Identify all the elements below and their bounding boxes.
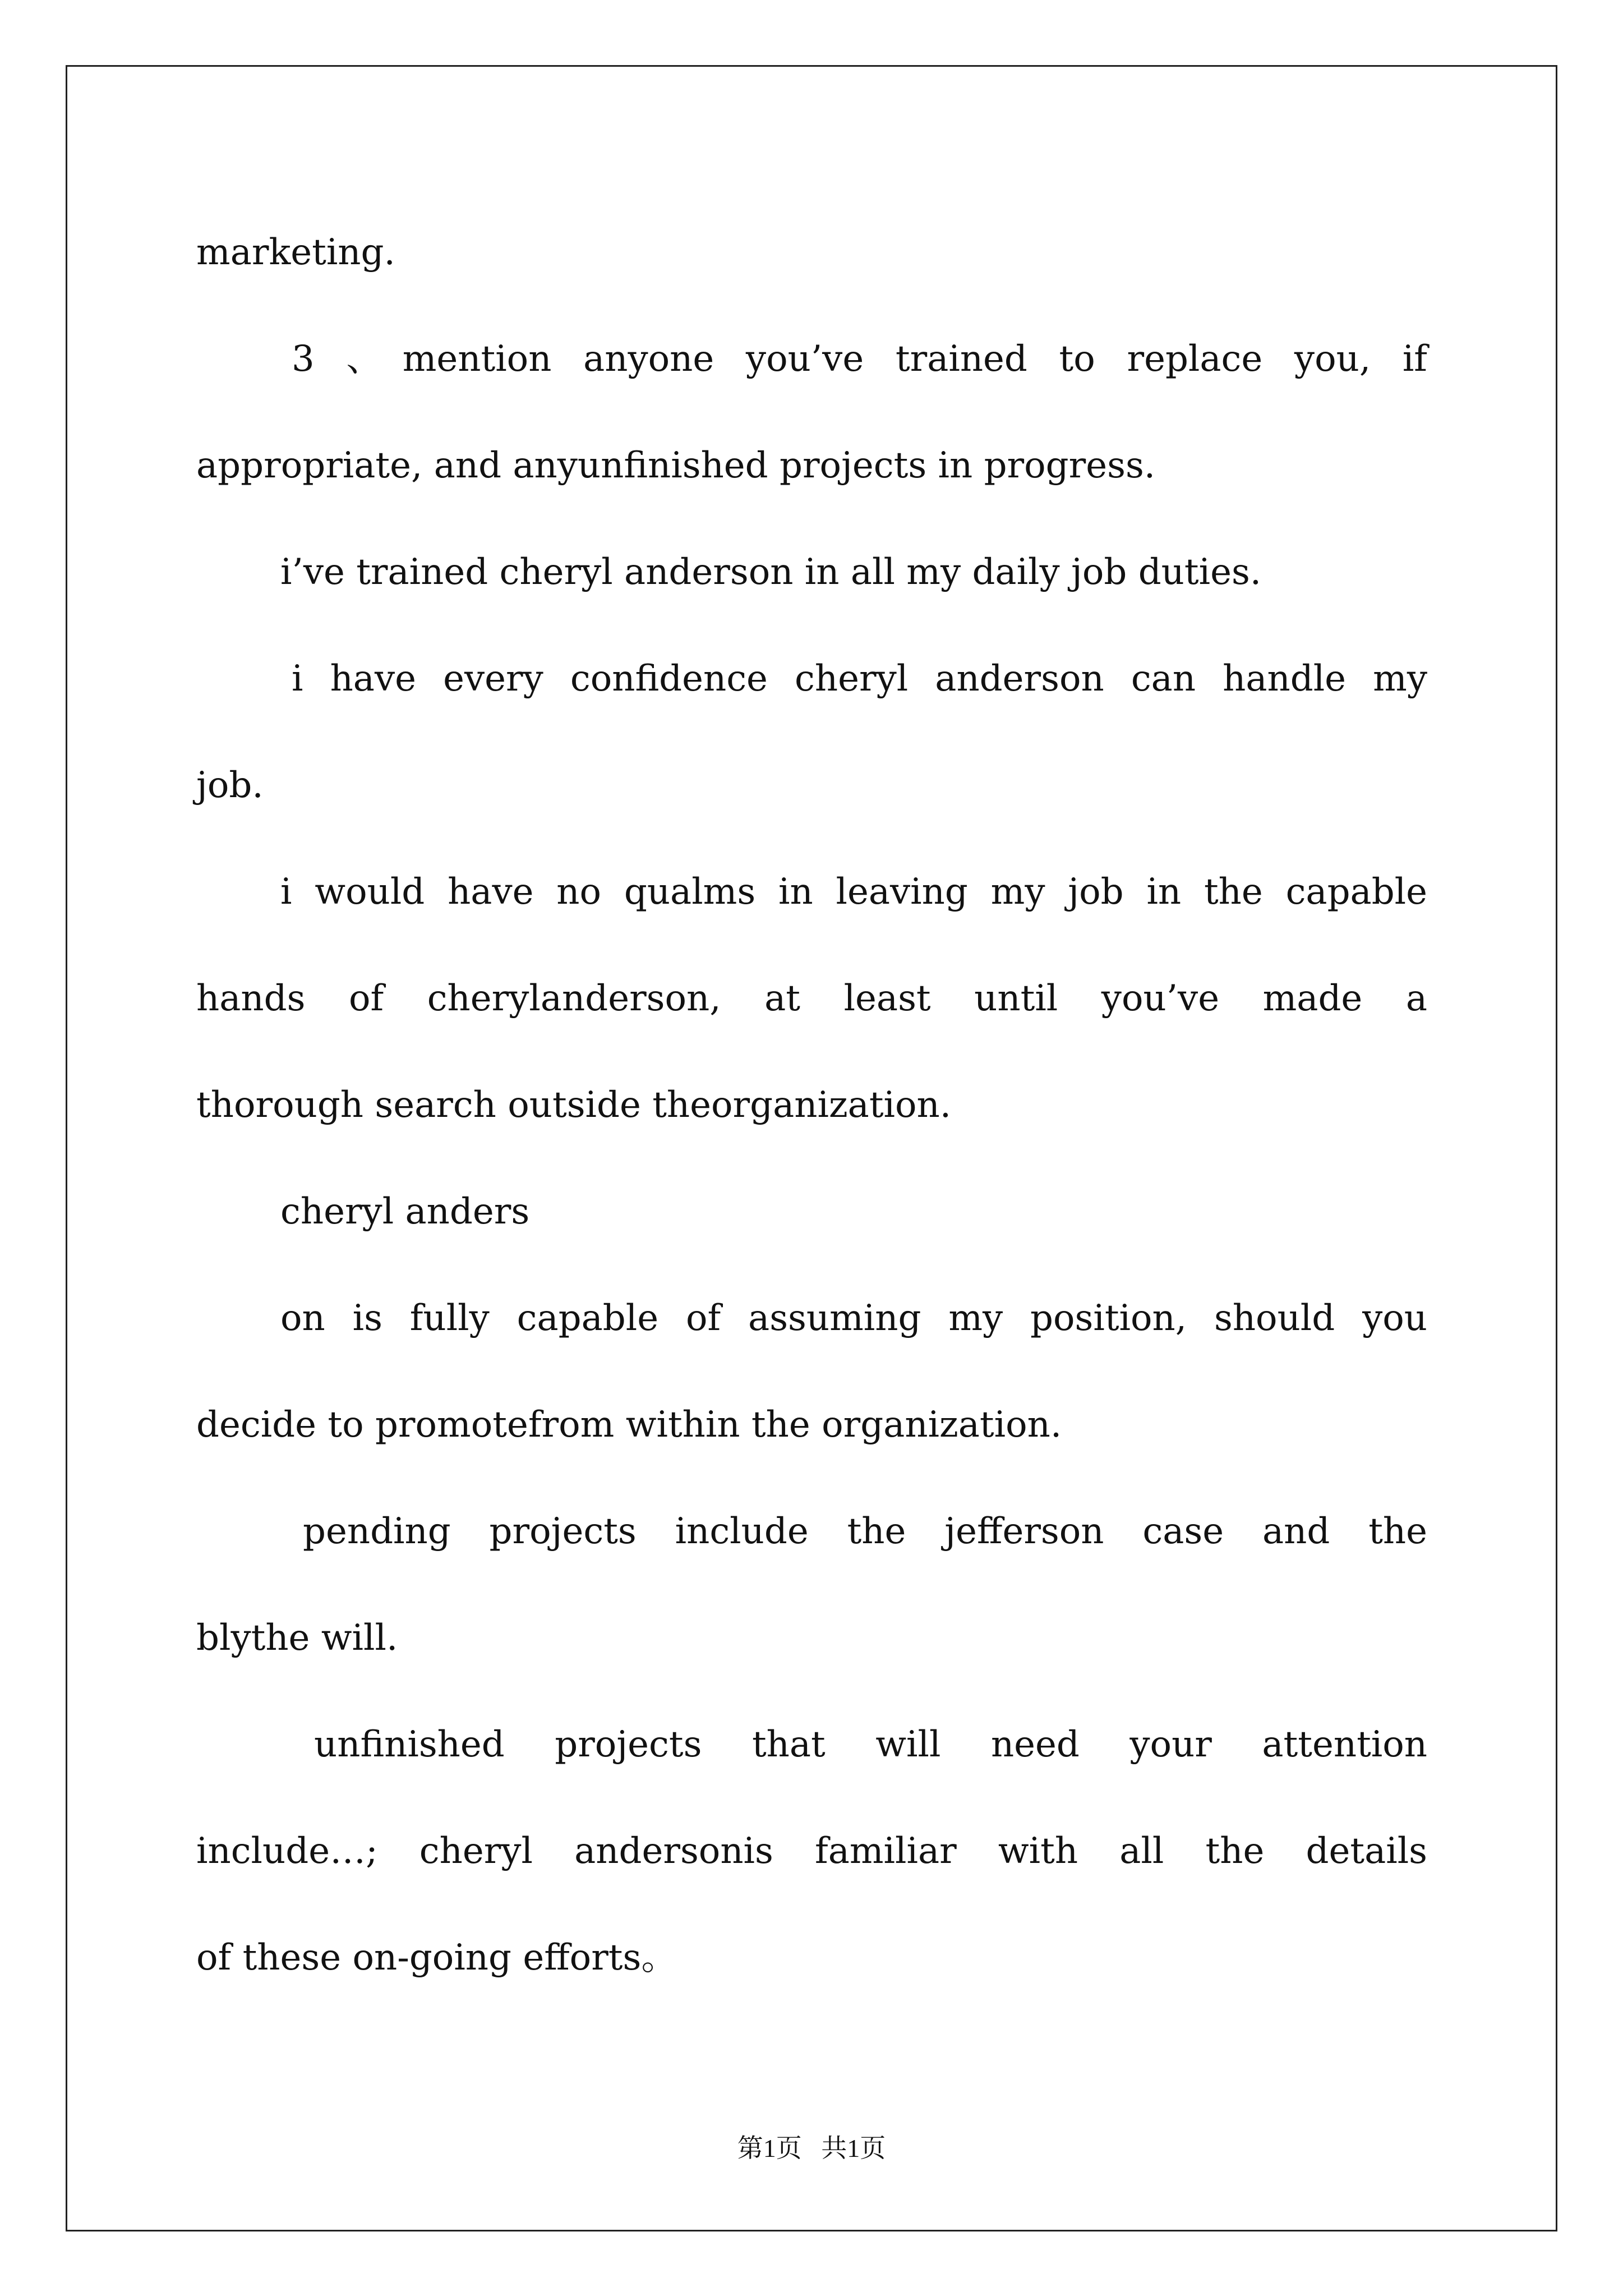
text-line: i’ve trained cheryl anderson in all my daily job duties.: [280, 551, 1262, 593]
text-line: cheryl anders: [280, 1191, 530, 1232]
text-line: appropriate, and anyunfinished projects in progress.: [196, 445, 1156, 486]
text-line: unfinished projects that will need your attention: [314, 1724, 1427, 1765]
text-line: blythe will.: [196, 1617, 398, 1659]
text-line: include…; cheryl andersonis familiar with all the details: [196, 1830, 1427, 1872]
page-total: 共1页: [821, 2134, 886, 2162]
text-line: on is fully capable of assuming my position, should you: [280, 1297, 1427, 1339]
text-line: pending projects include the jefferson case and the: [303, 1511, 1427, 1552]
text-line: of these on-going efforts。: [196, 1937, 677, 1978]
text-line: thorough search outside theorganization.: [196, 1084, 952, 1126]
page-footer: [0, 2132, 1623, 2165]
text-line: i would have no qualms in leaving my job in the capable: [280, 871, 1427, 913]
page-number: 第1页: [737, 2134, 802, 2162]
text-line: i have every confidence cheryl anderson can handle my: [292, 658, 1427, 700]
text-line: marketing.: [196, 232, 395, 273]
document-body: [196, 0, 1427, 2019]
text-line: hands of cherylanderson, at least until you’ve made a: [196, 978, 1427, 1019]
text-line: decide to promotefrom within the organization.: [196, 1404, 1062, 1446]
text-line: 3 、mention anyone you’ve trained to replace you, if: [292, 338, 1427, 380]
text-line: job.: [196, 765, 264, 806]
